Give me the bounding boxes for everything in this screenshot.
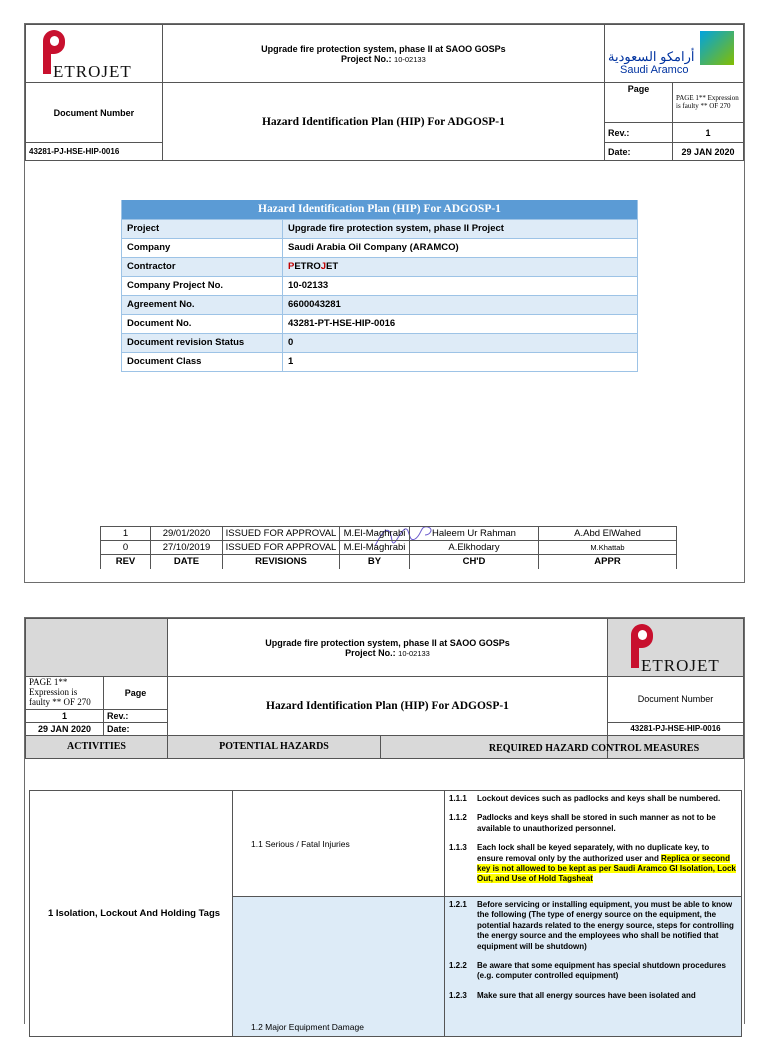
col-measures: REQUIRED HAZARD CONTROL MEASURES xyxy=(488,743,700,754)
aramco-symbol-icon xyxy=(700,31,734,65)
date-value: 29 JAN 2020 xyxy=(673,143,744,161)
petrojet-logo: ETROJET xyxy=(617,622,727,674)
page-value: PAGE 1** Expression is faulty ** OF 270 xyxy=(673,83,744,123)
blank-cell xyxy=(26,619,168,677)
rev-value: 1 xyxy=(673,123,744,143)
project-title: Upgrade fire protection system, phase II at SAOO GOSPs xyxy=(265,637,510,648)
table-row: 0 27/10/2019 ISSUED FOR APPROVAL M.El-Maghrabi A.Elkhodary M.Khattab xyxy=(101,541,677,555)
table-row: Agreement No. 6600043281 xyxy=(122,295,638,314)
aramco-logo-cell xyxy=(604,25,743,83)
petrojet-logo-cell xyxy=(608,619,744,677)
document-info-table xyxy=(121,200,638,372)
doc-title: Hazard Identification Plan (HIP) For ADGOSP-1 xyxy=(168,677,608,736)
contractor-value: PETROJET xyxy=(283,257,638,276)
revision-table xyxy=(100,526,677,569)
doc-number-label: Document Number xyxy=(608,677,744,723)
doc-number: 43281-PJ-HSE-HIP-0016 xyxy=(608,722,744,735)
hazard-table xyxy=(29,790,742,1037)
table-row: Project Upgrade fire protection system, phase II Project xyxy=(122,219,638,238)
rev-label: Rev.: xyxy=(604,123,672,143)
project-no: 10-02133 xyxy=(394,54,426,64)
table-row: Company Saudi Arabia Oil Company (ARAMCO) xyxy=(122,238,638,257)
rev-value: 1 xyxy=(26,709,104,722)
page-label: Page xyxy=(604,83,672,123)
hazard-cell: 1.1 Serious / Fatal Injuries xyxy=(233,791,445,897)
info-table-title: Hazard Identification Plan (HIP) For ADGOSP-1 xyxy=(122,200,638,219)
project-no-label: Project No.: xyxy=(345,647,396,658)
date-value: 29 JAN 2020 xyxy=(26,722,104,735)
page-label: Page xyxy=(104,677,168,710)
doc-number: 43281-PJ-HSE-HIP-0016 xyxy=(26,143,163,161)
rev-label: Rev.: xyxy=(104,709,168,722)
measures-cell: 1.2.1 Before servicing or installing equipment, you must be able to know the following (The type of energy source on the equipment, the potential hazards related to the energy source, steps for controlling the energy source and the employees who shall be notified that equipment will be shutdown) 1.2.2 Be aware that some equipment has special shutdown procedures (e.g. computer controlled equipment) 1.2.3 Make sure that all energy sources have been isolated and xyxy=(445,897,742,1037)
date-label: Date: xyxy=(104,722,168,735)
measures-cell: 1.1.1 Lockout devices such as padlocks and keys shall be numbered. 1.1.2 Padlocks and keys shall be stored in such manner as not to be available to unauthorized personnel. 1.1.3 Each lock shall be keyed separately, with no duplicate key, to ensure removal only by the authorized user and Replica or second key is not allowed to be kept as per Saudi Aramco GI Isolation, Lock Out, and Use of Hold Tagsheat xyxy=(445,791,742,897)
page-value: PAGE 1** Expression is faulty ** OF 270 xyxy=(26,677,104,710)
activity-cell: 1 Isolation, Lockout And Holding Tags xyxy=(30,791,233,1037)
doc-number-label: Document Number xyxy=(26,83,163,143)
col-hazards: POTENTIAL HAZARDS xyxy=(168,736,381,758)
hazard-cell: 1.2 Major Equipment Damage xyxy=(233,897,445,1037)
highlighted-text: Replica or second key is not allowed to be kept as per Saudi Aramco GI Isolation, Lock Out, and Use of Hold Tagsheat xyxy=(477,853,736,884)
project-title: Upgrade fire protection system, phase II at SAOO GOSPs xyxy=(261,43,506,54)
project-title-cell xyxy=(162,25,604,83)
revision-table-header: REV DATE REVISIONS BY CH'D APPR xyxy=(101,555,677,569)
document-page-2 xyxy=(24,617,745,1032)
table-row xyxy=(30,791,742,897)
document-page-1 xyxy=(24,23,745,583)
petrojet-logo: ETROJET xyxy=(29,28,139,80)
table-row: Document No. 43281-PT-HSE-HIP-0016 xyxy=(122,314,638,333)
table-row: Contractor PETROJET xyxy=(122,257,638,276)
date-label: Date: xyxy=(604,143,672,161)
col-activities: ACTIVITIES xyxy=(26,735,168,758)
project-no-label: Project No.: xyxy=(341,53,392,64)
saudi-aramco-logo: أرامكو السعودية Saudi Aramco xyxy=(608,27,740,81)
petrojet-logo-cell xyxy=(26,25,163,83)
table-row: Document revision Status 0 xyxy=(122,333,638,352)
table-row: 1 29/01/2020 ISSUED FOR APPROVAL M.El-Maghrabi Haleem Ur Rahman A.Abd ElWahed xyxy=(101,527,677,541)
table-row: Company Project No. 10-02133 xyxy=(122,276,638,295)
page1-header xyxy=(25,24,744,161)
doc-title: Hazard Identification Plan (HIP) For ADGOSP-1 xyxy=(162,83,604,161)
table-row: Document Class 1 xyxy=(122,352,638,371)
project-no: 10-02133 xyxy=(398,648,430,658)
project-title-cell xyxy=(168,619,608,677)
